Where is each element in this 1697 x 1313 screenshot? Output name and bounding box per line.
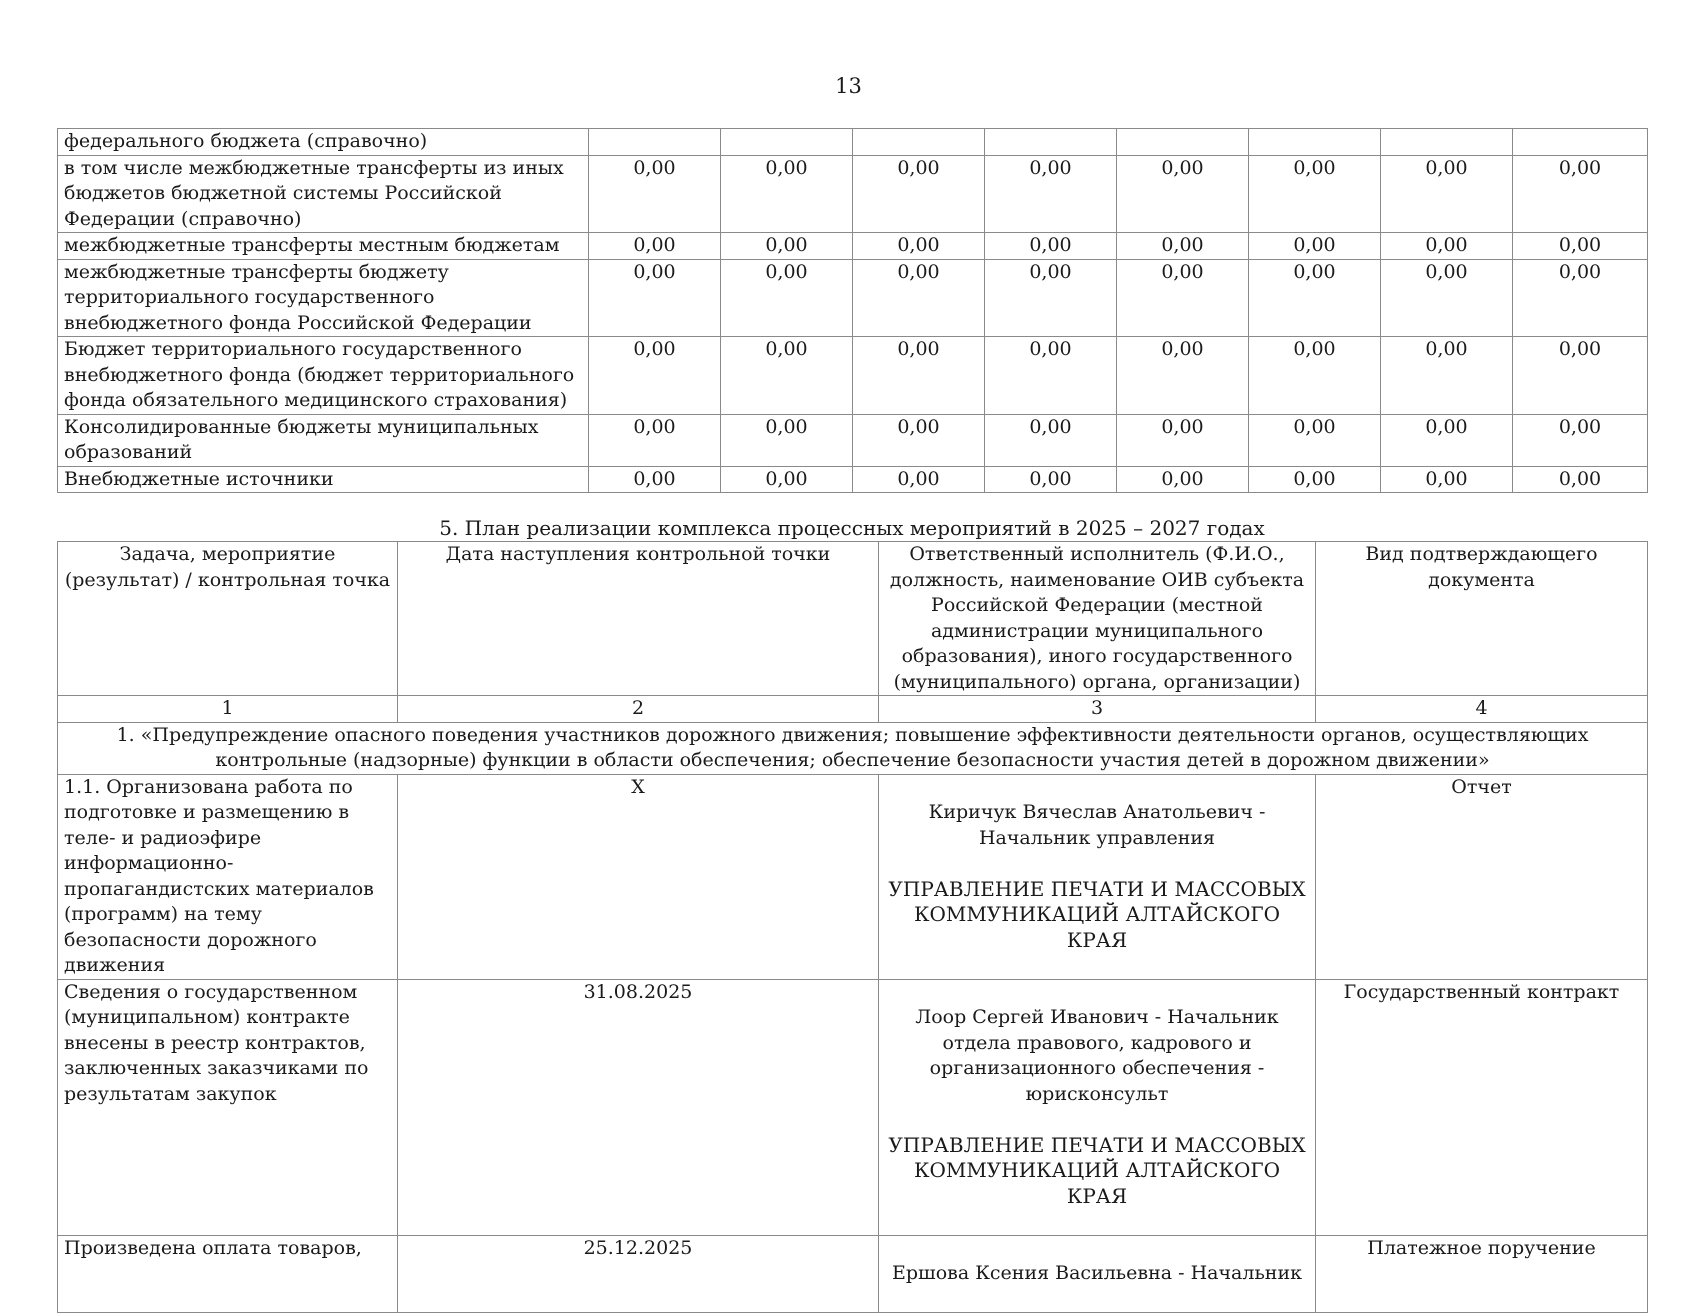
budget-value: 0,00	[1117, 259, 1249, 337]
budget-value: 0,00	[589, 155, 721, 233]
budget-row-label: межбюджетные трансферты бюджету территориального государственного внебюджетного фонда Российской Федерации	[58, 259, 589, 337]
budget-value: 0,00	[1381, 414, 1513, 466]
plan-header-row	[58, 542, 1648, 696]
header-date: Дата наступления контрольной точки	[398, 542, 879, 696]
column-number: 1	[58, 696, 398, 723]
plan-table	[57, 541, 1648, 1313]
budget-row	[58, 414, 1648, 466]
budget-value: 0,00	[1513, 466, 1648, 493]
budget-value	[1381, 129, 1513, 156]
budget-row	[58, 259, 1648, 337]
plan-document: Отчет	[1316, 774, 1648, 979]
budget-value: 0,00	[721, 259, 853, 337]
plan-responsible	[879, 979, 1316, 1235]
budget-value: 0,00	[1249, 155, 1381, 233]
budget-value: 0,00	[1117, 414, 1249, 466]
column-number: 3	[879, 696, 1316, 723]
header-document: Вид подтверждающего документа	[1316, 542, 1648, 696]
budget-value	[721, 129, 853, 156]
task-row	[58, 722, 1648, 774]
budget-value	[589, 129, 721, 156]
responsible-person: Лоор Сергей Иванович - Начальник отдела правового, кадрового и организационного обеспечения - юрисконсульт	[915, 1006, 1279, 1105]
budget-value	[1249, 129, 1381, 156]
budget-value: 0,00	[589, 466, 721, 493]
budget-value: 0,00	[721, 466, 853, 493]
budget-value: 0,00	[1249, 259, 1381, 337]
plan-row	[58, 979, 1648, 1235]
plan-date: 25.12.2025	[398, 1235, 879, 1313]
budget-value: 0,00	[1117, 155, 1249, 233]
budget-value: 0,00	[1381, 337, 1513, 415]
budget-row	[58, 155, 1648, 233]
plan-date: X	[398, 774, 879, 979]
budget-value: 0,00	[1249, 337, 1381, 415]
budget-value: 0,00	[985, 414, 1117, 466]
budget-value: 0,00	[1249, 466, 1381, 493]
budget-value	[853, 129, 985, 156]
budget-value: 0,00	[853, 233, 985, 260]
budget-value: 0,00	[721, 414, 853, 466]
responsible-organization: УПРАВЛЕНИЕ ПЕЧАТИ И МАССОВЫХ КОММУНИКАЦИЙ АЛТАЙСКОГО КРАЯ	[888, 1132, 1306, 1208]
plan-date: 31.08.2025	[398, 979, 879, 1235]
budget-value: 0,00	[1513, 259, 1648, 337]
budget-value: 0,00	[1117, 337, 1249, 415]
budget-row-label: Внебюджетные источники	[58, 466, 589, 493]
budget-value: 0,00	[1117, 233, 1249, 260]
plan-responsible	[879, 774, 1316, 979]
plan-column-numbers-row	[58, 696, 1648, 723]
budget-row-label: межбюджетные трансферты местным бюджетам	[58, 233, 589, 260]
budget-value: 0,00	[853, 466, 985, 493]
budget-value: 0,00	[721, 155, 853, 233]
budget-value: 0,00	[853, 259, 985, 337]
budget-value: 0,00	[853, 414, 985, 466]
budget-value: 0,00	[1381, 155, 1513, 233]
budget-value: 0,00	[1249, 233, 1381, 260]
budget-value: 0,00	[985, 233, 1117, 260]
budget-value: 0,00	[1513, 155, 1648, 233]
budget-value: 0,00	[985, 155, 1117, 233]
budget-row-label: Консолидированные бюджеты муниципальных образований	[58, 414, 589, 466]
budget-value: 0,00	[853, 155, 985, 233]
responsible-organization: УПРАВЛЕНИЕ ПЕЧАТИ И МАССОВЫХ КОММУНИКАЦИЙ АЛТАЙСКОГО КРАЯ	[888, 876, 1306, 952]
budget-value: 0,00	[1513, 337, 1648, 415]
task-title: 1. «Предупреждение опасного поведения участников дорожного движения; повышение эффективности деятельности органов, осуществляющих контрольные (надзорные) функции в области обеспечения; обеспечение безопасности участия детей в дорожном движении»	[58, 722, 1648, 774]
budget-value: 0,00	[589, 233, 721, 260]
budget-value: 0,00	[589, 414, 721, 466]
budget-value: 0,00	[985, 466, 1117, 493]
section-title: 5. План реализации комплекса процессных мероприятий в 2025 – 2027 годах	[439, 516, 1265, 540]
budget-row	[58, 466, 1648, 493]
budget-table-body	[58, 129, 1648, 493]
budget-value: 0,00	[1513, 233, 1648, 260]
budget-row-label: в том числе межбюджетные трансферты из иных бюджетов бюджетной системы Российской Федерации (справочно)	[58, 155, 589, 233]
budget-row	[58, 233, 1648, 260]
plan-task: Сведения о государственном (муниципальном) контракте внесены в реестр контрактов, заключенных заказчиками по результатам закупок	[58, 979, 398, 1235]
budget-row-label: Бюджет территориального государственного внебюджетного фонда (бюджет территориального фонда обязательного медицинского страхования)	[58, 337, 589, 415]
budget-value: 0,00	[1381, 233, 1513, 260]
plan-document: Платежное поручение	[1316, 1235, 1648, 1313]
column-number: 2	[398, 696, 879, 723]
page-number: 13	[835, 74, 862, 98]
budget-row-label: федерального бюджета (справочно)	[58, 129, 589, 156]
budget-value	[1117, 129, 1249, 156]
budget-value: 0,00	[985, 259, 1117, 337]
budget-value: 0,00	[589, 337, 721, 415]
budget-table	[57, 128, 1648, 493]
plan-task: Произведена оплата товаров,	[58, 1235, 398, 1313]
budget-row	[58, 129, 1648, 156]
budget-value	[985, 129, 1117, 156]
budget-value: 0,00	[853, 337, 985, 415]
column-number: 4	[1316, 696, 1648, 723]
plan-document: Государственный контракт	[1316, 979, 1648, 1235]
header-task: Задача, мероприятие (результат) / контрольная точка	[58, 542, 398, 696]
budget-value: 0,00	[589, 259, 721, 337]
budget-value: 0,00	[721, 233, 853, 260]
budget-row	[58, 337, 1648, 415]
plan-row	[58, 774, 1648, 979]
budget-value: 0,00	[1381, 259, 1513, 337]
responsible-person: Ершова Ксения Васильевна - Начальник	[892, 1262, 1302, 1284]
header-responsible: Ответственный исполнитель (Ф.И.О., должность, наименование ОИВ субъекта Российской Федерации (местной администрации муниципального образования), иного государственного (муниципального) органа, организации)	[879, 542, 1316, 696]
plan-row	[58, 1235, 1648, 1313]
responsible-person: Киричук Вячеслав Анатольевич - Начальник управления	[928, 801, 1266, 849]
budget-value: 0,00	[985, 337, 1117, 415]
plan-responsible	[879, 1235, 1316, 1313]
budget-value: 0,00	[1381, 466, 1513, 493]
budget-value: 0,00	[721, 337, 853, 415]
plan-task: 1.1. Организована работа по подготовке и размещению в теле- и радиоэфире информационно-пропагандистских материалов (программ) на тему безопасности дорожного движения	[58, 774, 398, 979]
budget-value	[1513, 129, 1648, 156]
budget-value: 0,00	[1117, 466, 1249, 493]
budget-value: 0,00	[1513, 414, 1648, 466]
budget-value: 0,00	[1249, 414, 1381, 466]
